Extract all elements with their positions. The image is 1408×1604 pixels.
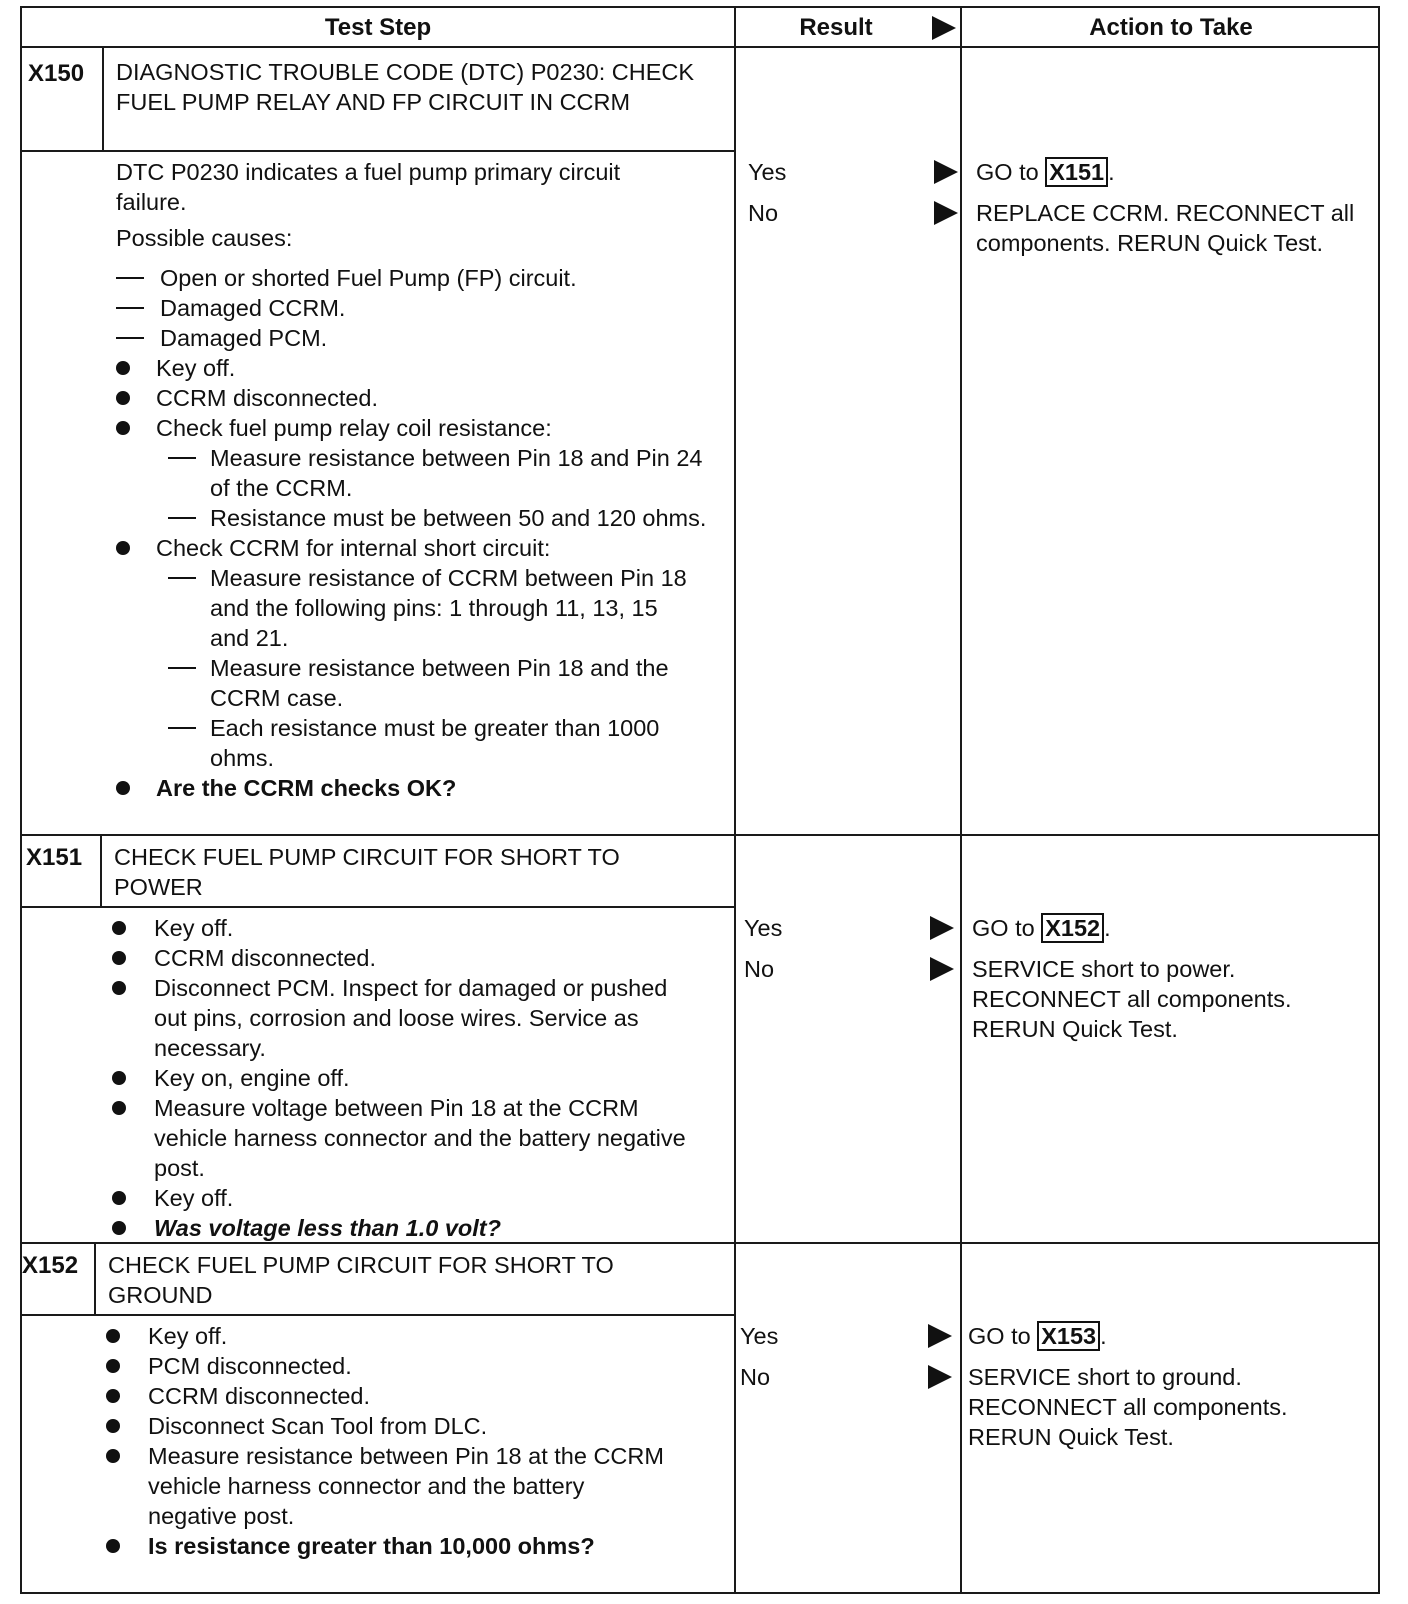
bullet-marker — [116, 391, 130, 405]
bullet-marker — [112, 921, 126, 935]
list-item: Open or shorted Fuel Pump (FP) circuit. — [116, 263, 716, 293]
header-result: Result — [799, 14, 873, 41]
step-reference-link[interactable]: X151 — [1045, 157, 1108, 187]
step-id: X152 — [22, 1252, 79, 1279]
list-item: Damaged PCM. — [116, 323, 716, 353]
header-arrow-icon — [932, 16, 956, 40]
result-arrow-icon — [928, 1365, 952, 1389]
header-test-step: Test Step — [324, 14, 432, 41]
bullet-marker — [106, 1539, 120, 1553]
bullet-marker — [112, 1101, 126, 1115]
result-yes: Yes — [744, 915, 783, 941]
action-no: REPLACE CCRM. RECONNECT all components. RERUN Quick Test. — [976, 200, 1355, 256]
dash-marker — [168, 517, 196, 519]
dash-marker — [116, 277, 144, 279]
list-item: Check CCRM for internal short circuit: — [116, 533, 716, 563]
result-no: No — [748, 200, 779, 226]
result-arrow-icon — [930, 916, 954, 940]
list-item: Measure resistance between Pin 18 and Pin 24 of the CCRM. — [116, 443, 710, 503]
list-item: Key off. — [106, 1321, 706, 1351]
step-title-divider — [22, 906, 734, 908]
step-reference-link[interactable]: X153 — [1037, 1321, 1100, 1351]
list-item: Key off. — [112, 913, 712, 943]
action-yes: GO to X151 . — [976, 159, 1115, 185]
bullet-marker — [112, 1191, 126, 1205]
column-divider-action — [960, 8, 962, 1592]
list-item: CCRM disconnected. — [112, 943, 712, 973]
bullet-marker — [112, 1221, 126, 1235]
header-divider — [22, 46, 1378, 48]
step-id-divider — [100, 836, 102, 906]
list-item-question: Is resistance greater than 10,000 ohms? — [106, 1531, 706, 1561]
list-item-question: Was voltage less than 1.0 volt? — [112, 1213, 712, 1243]
bullet-marker — [106, 1329, 120, 1343]
bullet-marker — [106, 1389, 120, 1403]
list-item: Check fuel pump relay coil resistance: — [116, 413, 716, 443]
list-item: Measure resistance between Pin 18 at the CCRM vehicle harness connector and the battery negative post. — [106, 1441, 668, 1531]
header-action: Action to Take — [1089, 14, 1253, 41]
result-no: No — [740, 1364, 771, 1390]
step-body — [116, 157, 716, 803]
step-reference-link[interactable]: X152 — [1041, 913, 1104, 943]
result-arrow-icon — [928, 1324, 952, 1348]
result-no: No — [744, 956, 775, 982]
list-item: Measure resistance between Pin 18 and the CCRM case. — [116, 653, 710, 713]
bullet-marker — [116, 421, 130, 435]
list-item: Each resistance must be greater than 1000 ohms. — [116, 713, 670, 773]
intro-text: Possible causes: — [116, 225, 293, 251]
list-item: PCM disconnected. — [106, 1351, 706, 1381]
dash-marker — [116, 307, 144, 309]
result-yes: Yes — [740, 1323, 779, 1349]
bullet-marker — [116, 781, 130, 795]
step-divider — [22, 1242, 1378, 1244]
dash-marker — [116, 337, 144, 339]
list-item: Measure resistance of CCRM between Pin 18 and the following pins: 1 through 11, 13, 15 and 21. — [116, 563, 700, 653]
step-body — [112, 913, 712, 1243]
bullet-marker — [106, 1449, 120, 1463]
action-yes: GO to X153 . — [968, 1323, 1107, 1349]
step-id-divider — [94, 1244, 96, 1314]
step-title-divider — [22, 150, 734, 152]
dash-marker — [168, 577, 196, 579]
list-item: Key off. — [112, 1183, 712, 1213]
list-item: CCRM disconnected. — [106, 1381, 706, 1411]
list-item: Resistance must be between 50 and 120 ohms. — [116, 503, 710, 533]
step-id-divider — [102, 48, 104, 150]
step-title: DIAGNOSTIC TROUBLE CODE (DTC) P0230: CHECK FUEL PUMP RELAY AND FP CIRCUIT IN CCRM — [116, 59, 695, 115]
step-divider — [22, 834, 1378, 836]
list-item: Damaged CCRM. — [116, 293, 716, 323]
list-item: Measure voltage between Pin 18 at the CCRM vehicle harness connector and the battery negative post. — [112, 1093, 699, 1183]
bullet-marker — [106, 1419, 120, 1433]
action-yes: GO to X152 . — [972, 915, 1111, 941]
step-id: X150 — [28, 60, 85, 87]
dash-marker — [168, 667, 196, 669]
list-item-question: Are the CCRM checks OK? — [116, 773, 716, 803]
bullet-marker — [112, 951, 126, 965]
list-item: Disconnect Scan Tool from DLC. — [106, 1411, 706, 1441]
step-title: CHECK FUEL PUMP CIRCUIT FOR SHORT TO POWER — [114, 844, 620, 900]
list-item: CCRM disconnected. — [116, 383, 716, 413]
step-body — [106, 1321, 706, 1561]
action-no: SERVICE short to power. RECONNECT all components. RERUN Quick Test. — [972, 956, 1292, 1042]
action-no: SERVICE short to ground. RECONNECT all components. RERUN Quick Test. — [968, 1364, 1288, 1450]
result-arrow-icon — [934, 160, 958, 184]
dash-marker — [168, 727, 196, 729]
step-title-divider — [22, 1314, 734, 1316]
bullet-marker — [106, 1359, 120, 1373]
bullet-marker — [112, 981, 126, 995]
list-item: Key on, engine off. — [112, 1063, 712, 1093]
list-item: Disconnect PCM. Inspect for damaged or pushed out pins, corrosion and loose wires. Service as necessary. — [112, 973, 674, 1063]
list-item: Key off. — [116, 353, 716, 383]
result-yes: Yes — [748, 159, 787, 185]
column-divider-result — [734, 8, 736, 1592]
bullet-marker — [112, 1071, 126, 1085]
diagnostic-table — [20, 6, 1380, 1594]
step-id: X151 — [26, 844, 83, 871]
bullet-marker — [116, 541, 130, 555]
result-arrow-icon — [934, 201, 958, 225]
result-arrow-icon — [930, 957, 954, 981]
dash-marker — [168, 457, 196, 459]
step-title: CHECK FUEL PUMP CIRCUIT FOR SHORT TO GROUND — [108, 1252, 614, 1308]
bullet-marker — [116, 361, 130, 375]
intro-text: DTC P0230 indicates a fuel pump primary circuit failure. — [116, 159, 621, 215]
